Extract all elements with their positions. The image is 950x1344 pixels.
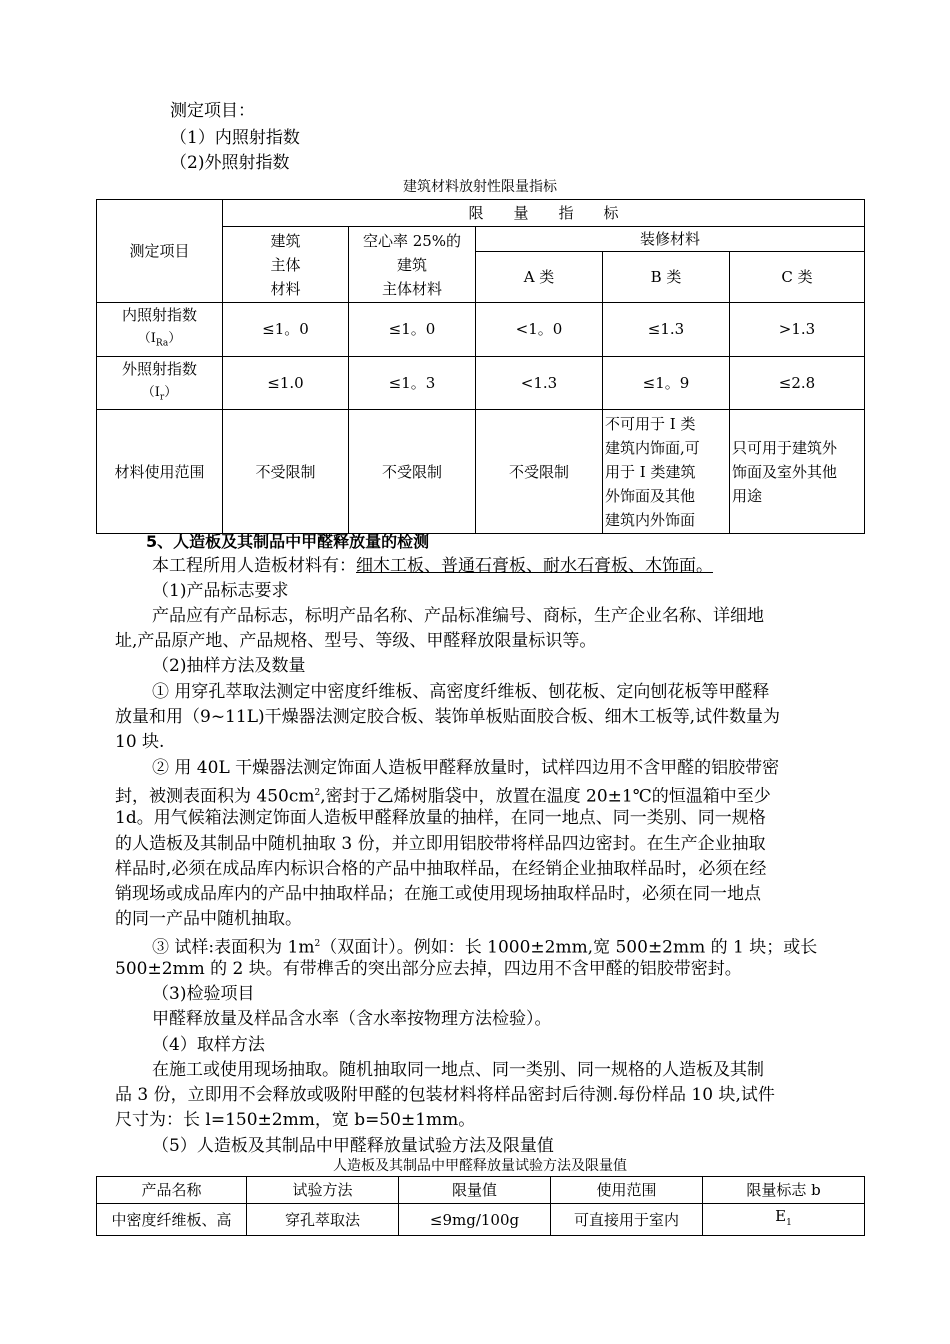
- header-class-a: A 类: [476, 252, 603, 303]
- section-title: 测定项目：: [170, 101, 255, 121]
- paragraph-line: 500±2mm 的 2 块。有带榫舌的突出部分应去掉，四边用不含甲醛的铝胶带密封。: [115, 959, 742, 979]
- materials-list: 细木工板、普通石膏板、耐水石膏板、木饰面。: [356, 556, 713, 576]
- table-caption: 人造板及其制品中甲醛释放量试验方法及限量值: [333, 1158, 627, 1174]
- paragraph-line: 10 块.: [115, 732, 165, 752]
- table-cell: ≤1.0: [223, 356, 349, 410]
- section-heading: 5、人造板及其制品中甲醛释放量的检测: [146, 532, 430, 551]
- paragraph-line: ① 用穿孔萃取法测定中密度纤维板、高密度纤维板、刨花板、定向刨花板等甲醛释: [152, 682, 770, 702]
- row-label-external: 外照射指数 $(I_r)$: [97, 356, 223, 410]
- paragraph-line: ② 用 40L 干燥器法测定饰面人造板甲醛释放量时，试样四边用不含甲醛的铝胶带密: [152, 758, 780, 778]
- table-header: 产品名称: [97, 1177, 247, 1204]
- formaldehyde-limit-table: [96, 1176, 865, 1236]
- paragraph-line: 在施工或使用现场抽取。随机抽取同一地点、同一类别、同一规格的人造板及其制: [152, 1060, 764, 1080]
- table-cell: 只可用于建筑外 饰面及室外其他 用途: [730, 410, 865, 534]
- table-cell: ≤1。3: [349, 356, 476, 410]
- paragraph-line: 放量和用（9~11L)干燥器法测定胶合板、装饰单板贴面胶合板、细木工板等,试件数量为: [115, 707, 781, 727]
- row-label-internal: 内照射指数 $(I_{Ra})$: [97, 303, 223, 357]
- list-item: （1）内照射指数: [170, 128, 300, 148]
- table-cell: 不可用于 I 类 建筑内饰面,可 用于 I 类建筑 外饰面及其他 建筑内外饰面: [603, 410, 730, 534]
- table-cell: 不受限制: [476, 410, 603, 534]
- table-cell: ≤1.3: [603, 303, 730, 357]
- paragraph-line: 销现场或成品库内的产品中抽取样品；在施工或使用现场抽取样品时，必须在同一地点: [115, 884, 761, 904]
- header-limit: 限 量 指 标: [223, 200, 865, 227]
- materials-line: 本工程所用人造板材料有：细木工板、普通石膏板、耐水石膏板、木饰面。: [152, 556, 713, 576]
- header-class-c: C 类: [730, 252, 865, 303]
- table-cell: 穿孔萃取法: [247, 1204, 399, 1236]
- row-label-usage: 材料使用范围: [97, 410, 223, 534]
- header-class-b: B 类: [603, 252, 730, 303]
- paragraph-line: 尺寸为：长 l=150±2mm，宽 b=50±1mm。: [115, 1110, 476, 1130]
- paragraph-line: 址,产品原产地、产品规格、型号、等级、甲醛释放限量标识等。: [115, 631, 597, 651]
- table-cell: ≤1。0: [349, 303, 476, 357]
- subsection-title: （1)产品标志要求: [152, 581, 289, 601]
- table-header: 限量值: [399, 1177, 551, 1204]
- header-main-material: 建筑 主体 材料: [223, 227, 349, 303]
- paragraph-line: 品 3 份，立即用不会释放或吸附甲醛的包装材料将样品密封后待测.每份样品 10 块,试件: [115, 1085, 775, 1105]
- table-cell: 可直接用于室内: [551, 1204, 703, 1236]
- table-cell: 不受限制: [349, 410, 476, 534]
- table-cell: ≤9mg/100g: [399, 1204, 551, 1236]
- table-cell: ≤2.8: [730, 356, 865, 410]
- table-cell: >1.3: [730, 303, 865, 357]
- paragraph-line: ③ 试样:表面积为 $1m^2$（双面计）。例如：长 1000±2mm,宽 500±2mm 的 1 块；或长: [152, 937, 818, 958]
- paragraph-line: 产品应有产品标志，标明产品名称、产品标准编号、商标，生产企业名称、详细地: [152, 606, 764, 626]
- subsection-title: （2)抽样方法及数量: [152, 656, 306, 676]
- table-cell: ≤1。9: [603, 356, 730, 410]
- table-header: 试验方法: [247, 1177, 399, 1204]
- table-cell: <1.3: [476, 356, 603, 410]
- table-header: 使用范围: [551, 1177, 703, 1204]
- table-cell: $E_1$: [703, 1204, 865, 1236]
- header-decor-material: 装修材料: [476, 227, 865, 252]
- header-measure-item: 测定项目: [97, 200, 223, 303]
- subsection-title: （5）人造板及其制品中甲醛释放量试验方法及限量值: [152, 1136, 554, 1156]
- list-item: （2)外照射指数: [170, 153, 290, 173]
- paragraph-line: 的同一产品中随机抽取。: [115, 909, 302, 929]
- radioactivity-limit-table: [96, 199, 865, 534]
- header-hollow-material: 空心率 25%的 建筑 主体材料: [349, 227, 476, 303]
- table-cell: <1。0: [476, 303, 603, 357]
- table-caption: 建筑材料放射性限量指标: [403, 179, 557, 195]
- paragraph-line: 封，被测表面积为 $450cm^2$,密封于乙烯树脂袋中，放置在温度 20±1℃的恒温箱中至少: [115, 786, 771, 807]
- paragraph-line: 甲醛释放量及样品含水率（含水率按物理方法检验）。: [152, 1009, 552, 1029]
- paragraph-line: 的人造板及其制品中随机抽取 3 份，并立即用铝胶带将样品四边密封。在生产企业抽取: [115, 834, 766, 854]
- table-header: 限量标志 b: [703, 1177, 865, 1204]
- paragraph-line: 1d。用气候箱法测定饰面人造板甲醛释放量的抽样，在同一地点、同一类别、同一规格: [115, 808, 766, 828]
- subsection-title: （3)检验项目: [152, 984, 255, 1004]
- table-cell: 不受限制: [223, 410, 349, 534]
- subsection-title: （4）取样方法: [152, 1035, 265, 1055]
- table-cell: 中密度纤维板、高: [97, 1204, 247, 1236]
- paragraph-line: 样品时,必须在成品库内标识合格的产品中抽取样品，在经销企业抽取样品时，必须在经: [115, 859, 767, 879]
- table-cell: ≤1。0: [223, 303, 349, 357]
